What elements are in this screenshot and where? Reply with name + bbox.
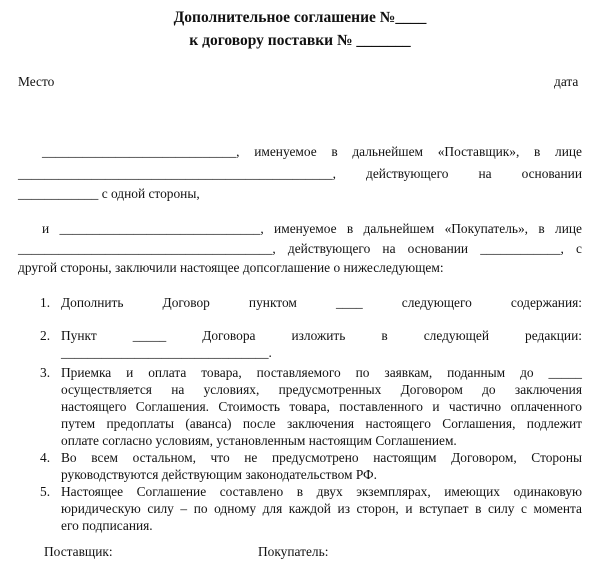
item-line: осуществляется на условиях, предусмотренных Договором до заключения xyxy=(61,382,582,397)
item-line: путем предоплаты (аванса) после заключения настоящего Соглашения, подлежит xyxy=(61,416,582,431)
supplier-intro-line-2: _______________________________________________, действующего на основании xyxy=(18,166,582,181)
item-number: 3. xyxy=(40,365,51,380)
item-line: Пункт _____ Договора изложить в следующей редакции: xyxy=(61,328,582,343)
document-subtitle: к договору поставки № _______ xyxy=(189,32,411,49)
item-number: 2. xyxy=(40,328,51,343)
supplier-intro-line-3: ____________ с одной стороны, xyxy=(18,186,200,201)
item-number: 1. xyxy=(40,295,51,310)
item-line: настоящего Соглашения. Стоимость товара, поставленного и частично оплаченного xyxy=(61,399,582,414)
date-label: дата xyxy=(554,74,579,89)
supplier-intro-line-1: _____________________________, именуемое в дальнейшем «Поставщик», в лице xyxy=(42,144,582,159)
item-line: оплате согласно условиям, установленным настоящим Соглашением. xyxy=(61,433,457,448)
item-line: Приемка и оплата товара, поставляемого по заявкам, поданным до _____ xyxy=(61,365,582,380)
document-title: Дополнительное соглашение №____ xyxy=(173,9,427,26)
buyer-signature-label: Покупатель: xyxy=(258,544,329,559)
item-number: 5. xyxy=(40,484,51,499)
item-line: Во всем остальном, что не предусмотрено настоящим Договором, Стороны xyxy=(61,450,582,465)
supplier-signature-label: Поставщик: xyxy=(44,544,113,559)
item-line: Дополнить Договор пунктом ____ следующего содержания: xyxy=(61,295,582,310)
buyer-intro-line-1: и ______________________________, именуемое в дальнейшем «Покупатель», в лице xyxy=(42,221,582,236)
item-line: юридическую силу – по одному для каждой из сторон, и вступает в силу с момента xyxy=(61,501,582,516)
item-line: Настоящее Соглашение составлено в двух экземплярах, имеющих одинаковую xyxy=(61,484,582,499)
item-line: руководствуются действующим законодательством РФ. xyxy=(61,467,377,482)
item-line: его подписания. xyxy=(61,518,153,533)
place-label: Место xyxy=(18,74,55,89)
item-line: _______________________________. xyxy=(61,345,272,360)
buyer-intro-line-3: другой стороны, заключили настоящее допсоглашение о нижеследующем: xyxy=(18,260,444,275)
buyer-intro-line-2: ______________________________________, действующего на основании ____________, с xyxy=(18,241,582,256)
item-number: 4. xyxy=(40,450,51,465)
